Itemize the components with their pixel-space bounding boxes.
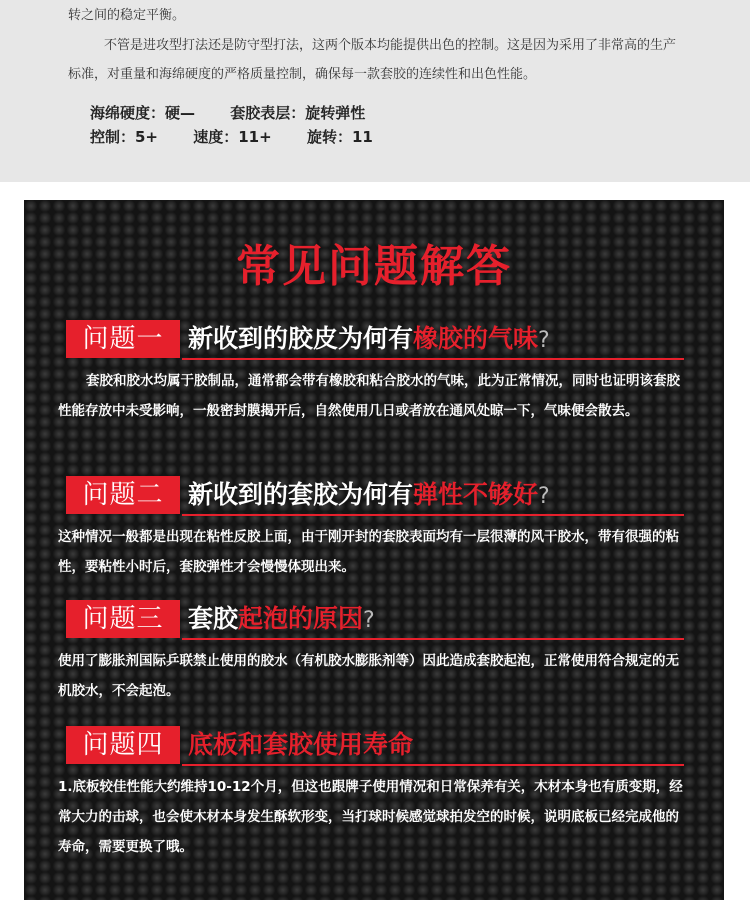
question-underline <box>182 358 684 360</box>
spec-speed: 速度：11+ <box>193 128 272 146</box>
spec-spin: 旋转：11 <box>306 128 373 146</box>
question-tag: 问题二 <box>66 476 180 514</box>
faq-title: 常见问题解答 <box>236 241 512 292</box>
question-answer: 使用了膨胀剂国际乒联禁止使用的胶水（有机胶水膨胀剂等）因此造成套胶起泡，正常使用符合规定的无机胶水，不会起泡。 <box>58 653 679 699</box>
faq-panel <box>24 200 724 900</box>
question-underline <box>182 638 684 640</box>
question-title: 底板和套胶使用寿命 <box>188 730 414 759</box>
question-tag: 问题三 <box>66 600 180 638</box>
spec-sponge-hardness: 海绵硬度：硬— <box>90 104 196 122</box>
question-title: 新收到的套胶为何有弹性不够好? <box>188 480 550 509</box>
question-answer: 这种情况一般都是出现在粘性反胶上面，由于刚开封的套胶表面均有一层很薄的风干胶水，带有很强的粘性，要粘性小时后，套胶弹性才会慢慢体现出来。 <box>58 529 679 575</box>
specs-row-2 <box>90 126 403 147</box>
spec-surface: 套胶表层：旋转弹性 <box>230 104 366 122</box>
question-answer: 套胶和胶水均属于胶制品，通常都会带有橡胶和粘合胶水的气味，此为正常情况，同时也证明该套胶性能存放中未受影响，一般密封膜揭开后，自然使用几日或者放在通风处晾一下，气味便会散去。 <box>58 373 680 419</box>
product-description-section <box>0 0 750 182</box>
question-tag: 问题一 <box>66 320 180 358</box>
spec-control: 控制：5+ <box>90 128 159 146</box>
intro-paragraph: 不管是进攻型打法还是防守型打法，这两个版本均能提供出色的控制。这是因为采用了非常高的生产标准，对重量和海绵硬度的严格质量控制，确保每一款套胶的连续性和出色性能。 <box>68 38 677 82</box>
question-title: 新收到的胶皮为何有橡胶的气味? <box>188 324 550 353</box>
specs-row-1 <box>90 102 395 123</box>
question-answer: 1.底板较佳性能大约维持10-12个月，但这也跟牌子使用情况和日常保养有关，木材本身也有质变期，经常大力的击球，也会使木材本身发生酥软形变，当打球时候感觉球拍发空的时候，说明底板已经完成他的寿命，需要更换了哦。 <box>58 779 683 855</box>
question-title: 套胶起泡的原因? <box>188 604 375 633</box>
question-underline <box>182 764 684 766</box>
intro-line: 转之间的稳定平衡。 <box>68 8 186 23</box>
question-underline <box>182 514 684 516</box>
question-tag: 问题四 <box>66 726 180 764</box>
